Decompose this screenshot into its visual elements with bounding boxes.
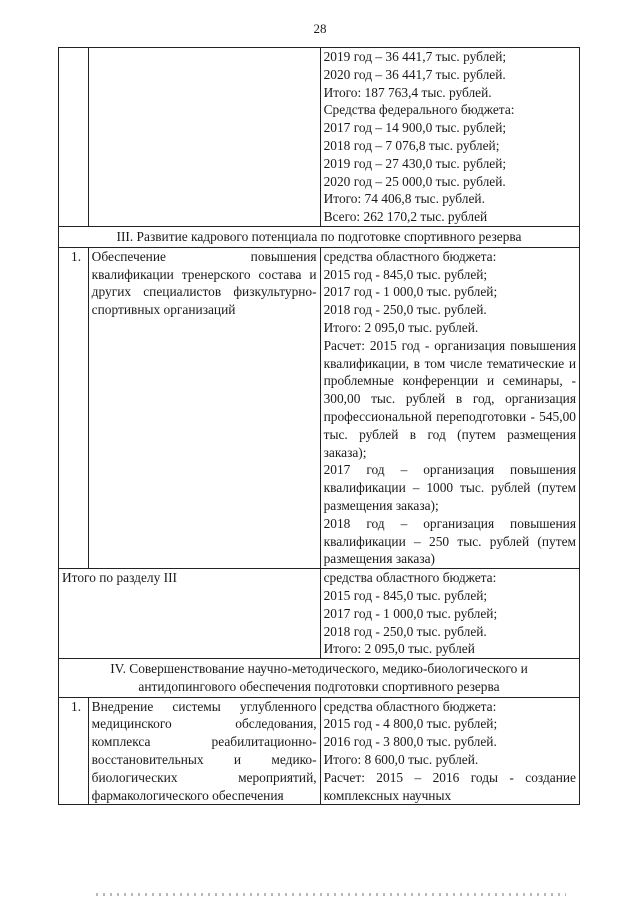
section-header-row [59,659,580,698]
funding-line: 2018 год - 250,0 тыс. рублей. [323,623,487,639]
funding-line: 2020 год – 25 000,0 тыс. рублей. [323,173,506,189]
num-cell-empty [59,48,89,227]
activity-description: Внедрение системы углубленного медицинского обследования, комплекса реабилитационно-восстановительных и медико-биологических мероприятий, фармакологического обеспечения [88,697,320,805]
funding-cell [320,48,579,227]
calculation-text: Расчет: 2015 – 2016 годы - создание комплексных научных [323,769,576,803]
funding-line: 2017 год – 14 900,0 тыс. рублей; [323,120,507,136]
section-total-label: Итого по разделу III [59,569,321,659]
funding-line: Итого: 8 600,0 тыс. рублей. [323,752,479,768]
activity-description: Обеспечение повышения квалификации тренерского состава и других специалистов физкультурно-спортивных организаций [88,247,320,568]
page-number: 28 [313,21,327,36]
scan-edge-mark [96,893,566,896]
funding-line: 2016 год - 3 800,0 тыс. рублей. [323,734,497,750]
funding-line: средства областного бюджета: [323,248,497,264]
section-title-line: антидопингового обеспечения подготовки спортивного резерва [138,678,500,694]
funding-line: Средства федерального бюджета: [323,102,515,118]
section-title: III. Развитие кадрового потенциала по подготовке спортивного резерва [59,226,580,247]
funding-line: 2019 год – 36 441,7 тыс. рублей; [323,49,507,64]
section-header-row [59,226,580,247]
funding-line: средства областного бюджета: [323,698,497,714]
funding-line: 2018 год - 250,0 тыс. рублей. [323,302,487,318]
funding-line: Итого: 2 095,0 тыс. рублей. [323,319,479,335]
section-title [59,659,580,698]
funding-line: Итого: 74 406,8 тыс. рублей. [323,191,485,207]
continuation-row [59,48,580,227]
funding-line: 2017 год - 1 000,0 тыс. рублей; [323,284,498,300]
funding-line: 2018 год – 7 076,8 тыс. рублей; [323,137,500,153]
funding-line: 2015 год - 4 800,0 тыс. рублей; [323,716,498,732]
funding-line: средства областного бюджета: [323,570,497,586]
funding-line: Всего: 262 170,2 тыс. рублей [323,209,488,225]
section-total-row [59,569,580,659]
calculation-text: 2018 год – организация повышения квалификации – 250 тыс. рублей (путем размещения заказа) [323,515,576,567]
funding-line: Итого: 187 763,4 тыс. рублей. [323,84,492,100]
funding-cell [320,569,579,659]
program-table [58,47,580,805]
section-title-line: IV. Совершенствование научно-методического, медико-биологического и [110,661,528,677]
calculation-text: 2017 год – организация повышения квалификации – 1000 тыс. рублей (путем размещения заказа); [323,462,576,513]
row-number: 1. [59,247,89,568]
funding-line: 2015 год - 845,0 тыс. рублей; [323,266,488,282]
desc-cell-empty [88,48,320,227]
funding-line: Итого: 2 095,0 тыс. рублей [323,641,475,657]
funding-line: 2019 год – 27 430,0 тыс. рублей; [323,155,507,171]
calculation-text: Расчет: 2015 год - организация повышения квалификации, в том числе тематические и проблемные конференции и семинары, - 300,00 тыс. рублей в год, организация профессиональной переподготовки - 545,00 тыс. рублей в год (путем размещения заказа); [323,337,576,460]
funding-cell [320,697,579,805]
funding-line: 2020 год – 36 441,7 тыс. рублей. [323,66,506,82]
row-number: 1. [59,697,89,805]
funding-line: 2015 год - 845,0 тыс. рублей; [323,587,488,603]
table-row [59,247,580,568]
funding-line: 2017 год - 1 000,0 тыс. рублей; [323,605,498,621]
table-row [59,697,580,805]
funding-cell [320,247,579,568]
